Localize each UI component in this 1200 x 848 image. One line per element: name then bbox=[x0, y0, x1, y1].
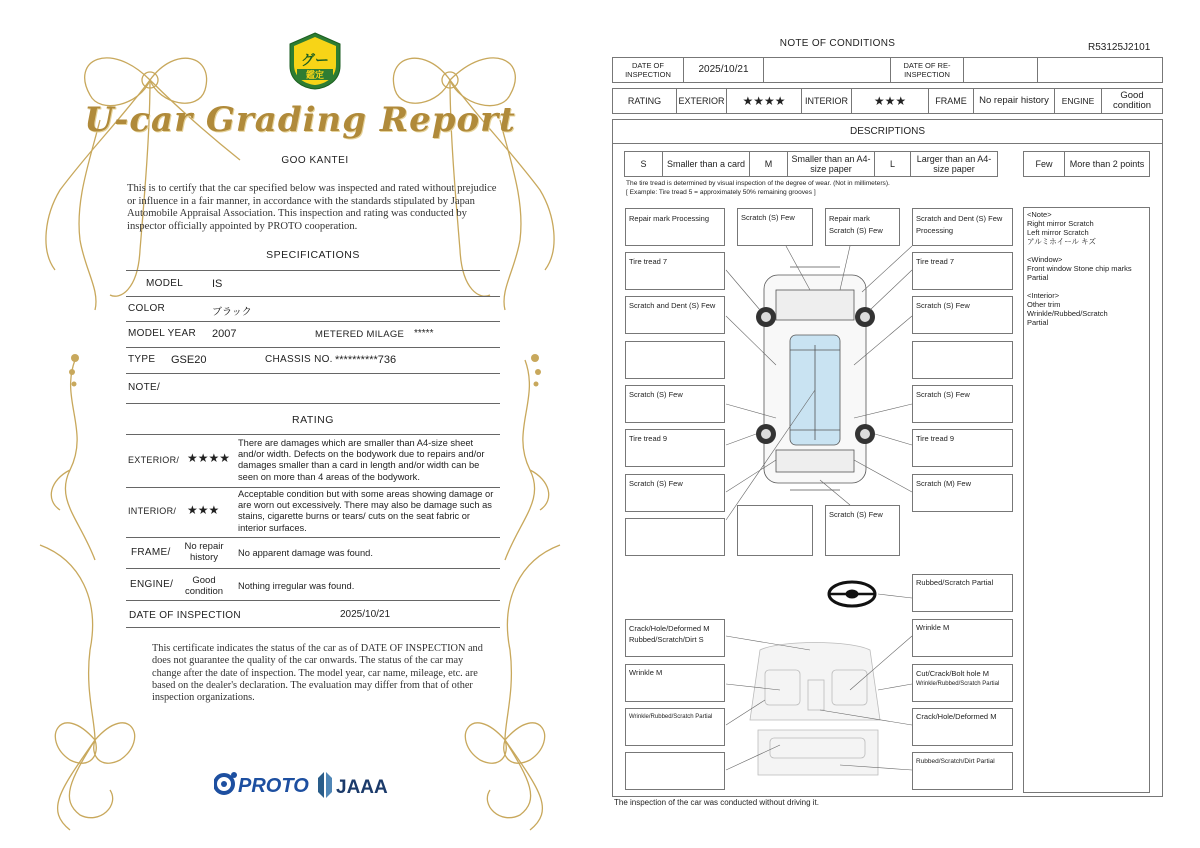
divider bbox=[126, 270, 500, 271]
specifications-heading: SPECIFICATIONS bbox=[266, 249, 360, 261]
proto-logo-icon bbox=[215, 772, 237, 793]
metered-mileage-value: ***** bbox=[414, 328, 434, 339]
exterior-description: There are damages which are smaller than A4-size sheet and/or width. Defects on the bodywork due to repairs and/or damages smaller than a card in length and/or width can be seen on more than 4 areas of the bodywork. bbox=[238, 438, 485, 482]
tire-example: [ Example: Tire tread 5 = approximately 50% remaining grooves ] bbox=[626, 189, 816, 196]
goo-kantei-logo bbox=[288, 32, 342, 90]
color-value: ブラック bbox=[212, 307, 252, 318]
interior-seat-line: Cut/Crack/Bolt hole M bbox=[916, 669, 989, 678]
legend-m-desc: Smaller than an A4-size paper bbox=[787, 152, 874, 176]
svg-text:鑑定: 鑑定 bbox=[305, 70, 325, 80]
model-year-label: MODEL YEAR bbox=[128, 328, 197, 339]
divider bbox=[126, 568, 500, 569]
car-interior-view-icon bbox=[750, 643, 880, 776]
divider bbox=[126, 321, 500, 322]
interior-box-right-front: Wrinkle M bbox=[912, 619, 1013, 657]
interior-label: INTERIOR bbox=[801, 89, 851, 113]
tire-tread-front-left: Tire tread 7 bbox=[625, 252, 725, 290]
rating-heading: RATING bbox=[292, 414, 334, 426]
damage-box-roof bbox=[625, 518, 725, 556]
window-line: Partial bbox=[1027, 273, 1049, 282]
report-subtitle: GOO KANTEI bbox=[281, 155, 349, 166]
interior-line: Partial bbox=[1027, 318, 1049, 327]
interior-stars: ★★★ bbox=[187, 503, 220, 517]
model-label: MODEL bbox=[146, 278, 184, 289]
notes-panel bbox=[1023, 207, 1150, 793]
certificate-disclaimer: This certificate indicates the status of the car as of DATE OF INSPECTION and does not guarantee the quality of the car onwards. The status of the car may change after the date of inspection. The model year, car name, mileage, etc. are based on the dealer's declaration. The evaluation may differ from that of other inspection organizations. bbox=[152, 643, 483, 704]
tire-tread-front-right: Tire tread 7 bbox=[912, 252, 1013, 290]
type-label: TYPE bbox=[128, 354, 156, 365]
date-of-inspection-label: DATE OF INSPECTION bbox=[625, 61, 671, 79]
damage-box-front-bumper: Repair mark Scratch (S) Few bbox=[825, 208, 900, 246]
frame-value: No repair history bbox=[184, 541, 224, 563]
damage-box-rear-left-quarter: Scratch (S) Few bbox=[625, 474, 725, 512]
legend-s: S bbox=[640, 159, 647, 169]
damage-box-rear-right-quarter: Scratch (M) Few bbox=[912, 474, 1013, 512]
divider bbox=[126, 487, 500, 488]
interior-description: Acceptable condition but with some areas showing damage or are worn out excessively. There may also be damage such as stains, cigarette burns or tears/ cuts on the seat fabric or interior surfaces. bbox=[238, 489, 494, 533]
interior-box-console: Crack/Hole/Deformed M bbox=[912, 708, 1013, 746]
model-year-value: 2007 bbox=[212, 328, 237, 340]
interior-line: Other trim bbox=[1027, 300, 1061, 309]
exterior-stars: ★★★★ bbox=[187, 451, 231, 465]
tire-tread-rear-left: Tire tread 9 bbox=[625, 429, 725, 467]
interior-seat-line: Wrinkle/Rubbed/Scratch Partial bbox=[916, 681, 1000, 687]
damage-box-front-center: Scratch (S) Few bbox=[737, 208, 813, 246]
engine-value: Good condition bbox=[1101, 89, 1162, 113]
damage-box-right-door-rear: Scratch (S) Few bbox=[912, 385, 1013, 423]
legend-m: M bbox=[749, 152, 787, 176]
metered-mileage-label: METERED MILAGE bbox=[315, 329, 405, 340]
divider bbox=[126, 434, 500, 435]
chassis-value: **********736 bbox=[335, 354, 397, 366]
engine-label: ENGINE/ bbox=[130, 579, 174, 590]
engine-label: ENGINE bbox=[1054, 89, 1101, 113]
interior-heading: <Interior> bbox=[1027, 291, 1060, 300]
frame-label: FRAME bbox=[928, 89, 973, 113]
legend-l: L bbox=[874, 152, 910, 176]
interior-label: INTERIOR/ bbox=[128, 506, 177, 516]
jaaa-logo-icon bbox=[318, 772, 332, 798]
exterior-label: EXTERIOR bbox=[676, 89, 726, 113]
tire-note: The tire tread is determined by visual inspection of the degree of wear. (Not in millimeters). bbox=[626, 180, 890, 187]
date-of-inspection-label: DATE OF INSPECTION bbox=[129, 610, 241, 621]
engine-value: Good condition bbox=[184, 575, 224, 597]
proto-brand-text: PROTO bbox=[238, 775, 309, 797]
note-line: アルミホイール キズ bbox=[1027, 237, 1096, 246]
window-line: Front window Stone chip marks bbox=[1027, 264, 1132, 273]
date-of-inspection-value: 2025/10/21 bbox=[340, 609, 391, 620]
divider bbox=[126, 296, 500, 297]
interior-box-rear-left bbox=[625, 752, 725, 790]
divider bbox=[126, 627, 500, 628]
damage-box-left-door-front bbox=[625, 341, 725, 379]
frame-label: FRAME/ bbox=[131, 547, 171, 558]
rating-label: RATING bbox=[627, 96, 662, 106]
frame-description: No apparent damage was found. bbox=[238, 548, 373, 558]
svg-text:グー: グー bbox=[301, 52, 329, 68]
car-exterior-top-view-icon bbox=[764, 267, 866, 490]
report-id: R53125J2101 bbox=[1088, 42, 1151, 53]
date-of-reinspection-label: DATE OF RE-INSPECTION bbox=[890, 58, 963, 82]
interior-box-rear-seat: Rubbed/Scratch/Dirt Partial bbox=[912, 752, 1013, 790]
type-value: GSE20 bbox=[171, 354, 207, 366]
report-title: U-car Grading Report bbox=[84, 100, 516, 140]
note-line: Right mirror Scratch bbox=[1027, 219, 1094, 228]
damage-box-front-left: Repair mark Processing bbox=[625, 208, 725, 246]
jaaa-brand-text: JAAA bbox=[336, 777, 388, 798]
engine-description: Nothing irregular was found. bbox=[238, 581, 355, 591]
legend-few: Few bbox=[1035, 159, 1053, 169]
divider bbox=[126, 600, 500, 601]
exterior-label: EXTERIOR/ bbox=[128, 455, 180, 465]
damage-box-right-door-front bbox=[912, 341, 1013, 379]
damage-box-rear-center bbox=[737, 505, 813, 556]
divider bbox=[126, 537, 500, 538]
divider bbox=[126, 373, 500, 374]
note-heading: <Note> bbox=[1027, 210, 1052, 219]
legend-s-desc: Smaller than a card bbox=[662, 152, 749, 176]
damage-box-rear-bumper: Scratch (S) Few bbox=[825, 505, 900, 556]
interior-box-left-seat: Wrinkle M bbox=[625, 664, 725, 702]
note-of-conditions-page bbox=[600, 0, 1200, 848]
conditions-title: NOTE OF CONDITIONS bbox=[779, 38, 896, 49]
descriptions-heading: DESCRIPTIONS bbox=[612, 119, 1163, 144]
legend-few-desc: More than 2 points bbox=[1064, 152, 1149, 176]
note-label: NOTE/ bbox=[128, 382, 161, 393]
interior-dashboard-line: Crack/Hole/Deformed M bbox=[629, 624, 710, 633]
legend-l-desc: Larger than an A4-size paper bbox=[910, 152, 997, 176]
color-label: COLOR bbox=[128, 303, 166, 314]
model-value: IS bbox=[212, 278, 223, 290]
interior-stars: ★★★ bbox=[851, 89, 928, 113]
frame-value: No repair history bbox=[973, 89, 1054, 113]
damage-box-left-fender: Scratch and Dent (S) Few bbox=[625, 296, 725, 334]
interior-box-left-trim: Wrinkle/Rubbed/Scratch Partial bbox=[625, 708, 725, 746]
window-heading: <Window> bbox=[1027, 255, 1063, 264]
damage-box-right-fender: Scratch (S) Few bbox=[912, 296, 1013, 334]
interior-box-dashboard bbox=[625, 619, 725, 657]
damage-box-left-door-rear: Scratch (S) Few bbox=[625, 385, 725, 423]
note-line: Left mirror Scratch bbox=[1027, 228, 1089, 237]
interior-box-right-seat bbox=[912, 664, 1013, 702]
brand-logos bbox=[214, 770, 404, 807]
interior-line: Wrinkle/Rubbed/Scratch bbox=[1027, 309, 1108, 318]
divider bbox=[126, 347, 500, 348]
chassis-label: CHASSIS NO. bbox=[265, 354, 333, 365]
certification-statement: This is to certify that the car specified below was inspected and rated without prejudice or influence in a fair manner, in accordance with the standards stipulated by Japan Automobile Appraisal Association. This inspection and rating was conducted by inspector officially appointed by PROTO cooperation. bbox=[127, 183, 497, 232]
inspection-footer-note: The inspection of the car was conducted without driving it. bbox=[614, 798, 819, 807]
date-of-inspection-value: 2025/10/21 bbox=[683, 58, 763, 82]
damage-box-front-right: Scratch and Dent (S) Few Processing bbox=[912, 208, 1013, 246]
steering-wheel-icon bbox=[829, 582, 875, 606]
divider bbox=[126, 403, 500, 404]
interior-box-steering: Rubbed/Scratch Partial bbox=[912, 574, 1013, 612]
tire-tread-rear-right: Tire tread 9 bbox=[912, 429, 1013, 467]
interior-dashboard-line: Rubbed/Scratch/Dirt S bbox=[629, 635, 704, 644]
exterior-stars: ★★★★ bbox=[726, 89, 801, 113]
